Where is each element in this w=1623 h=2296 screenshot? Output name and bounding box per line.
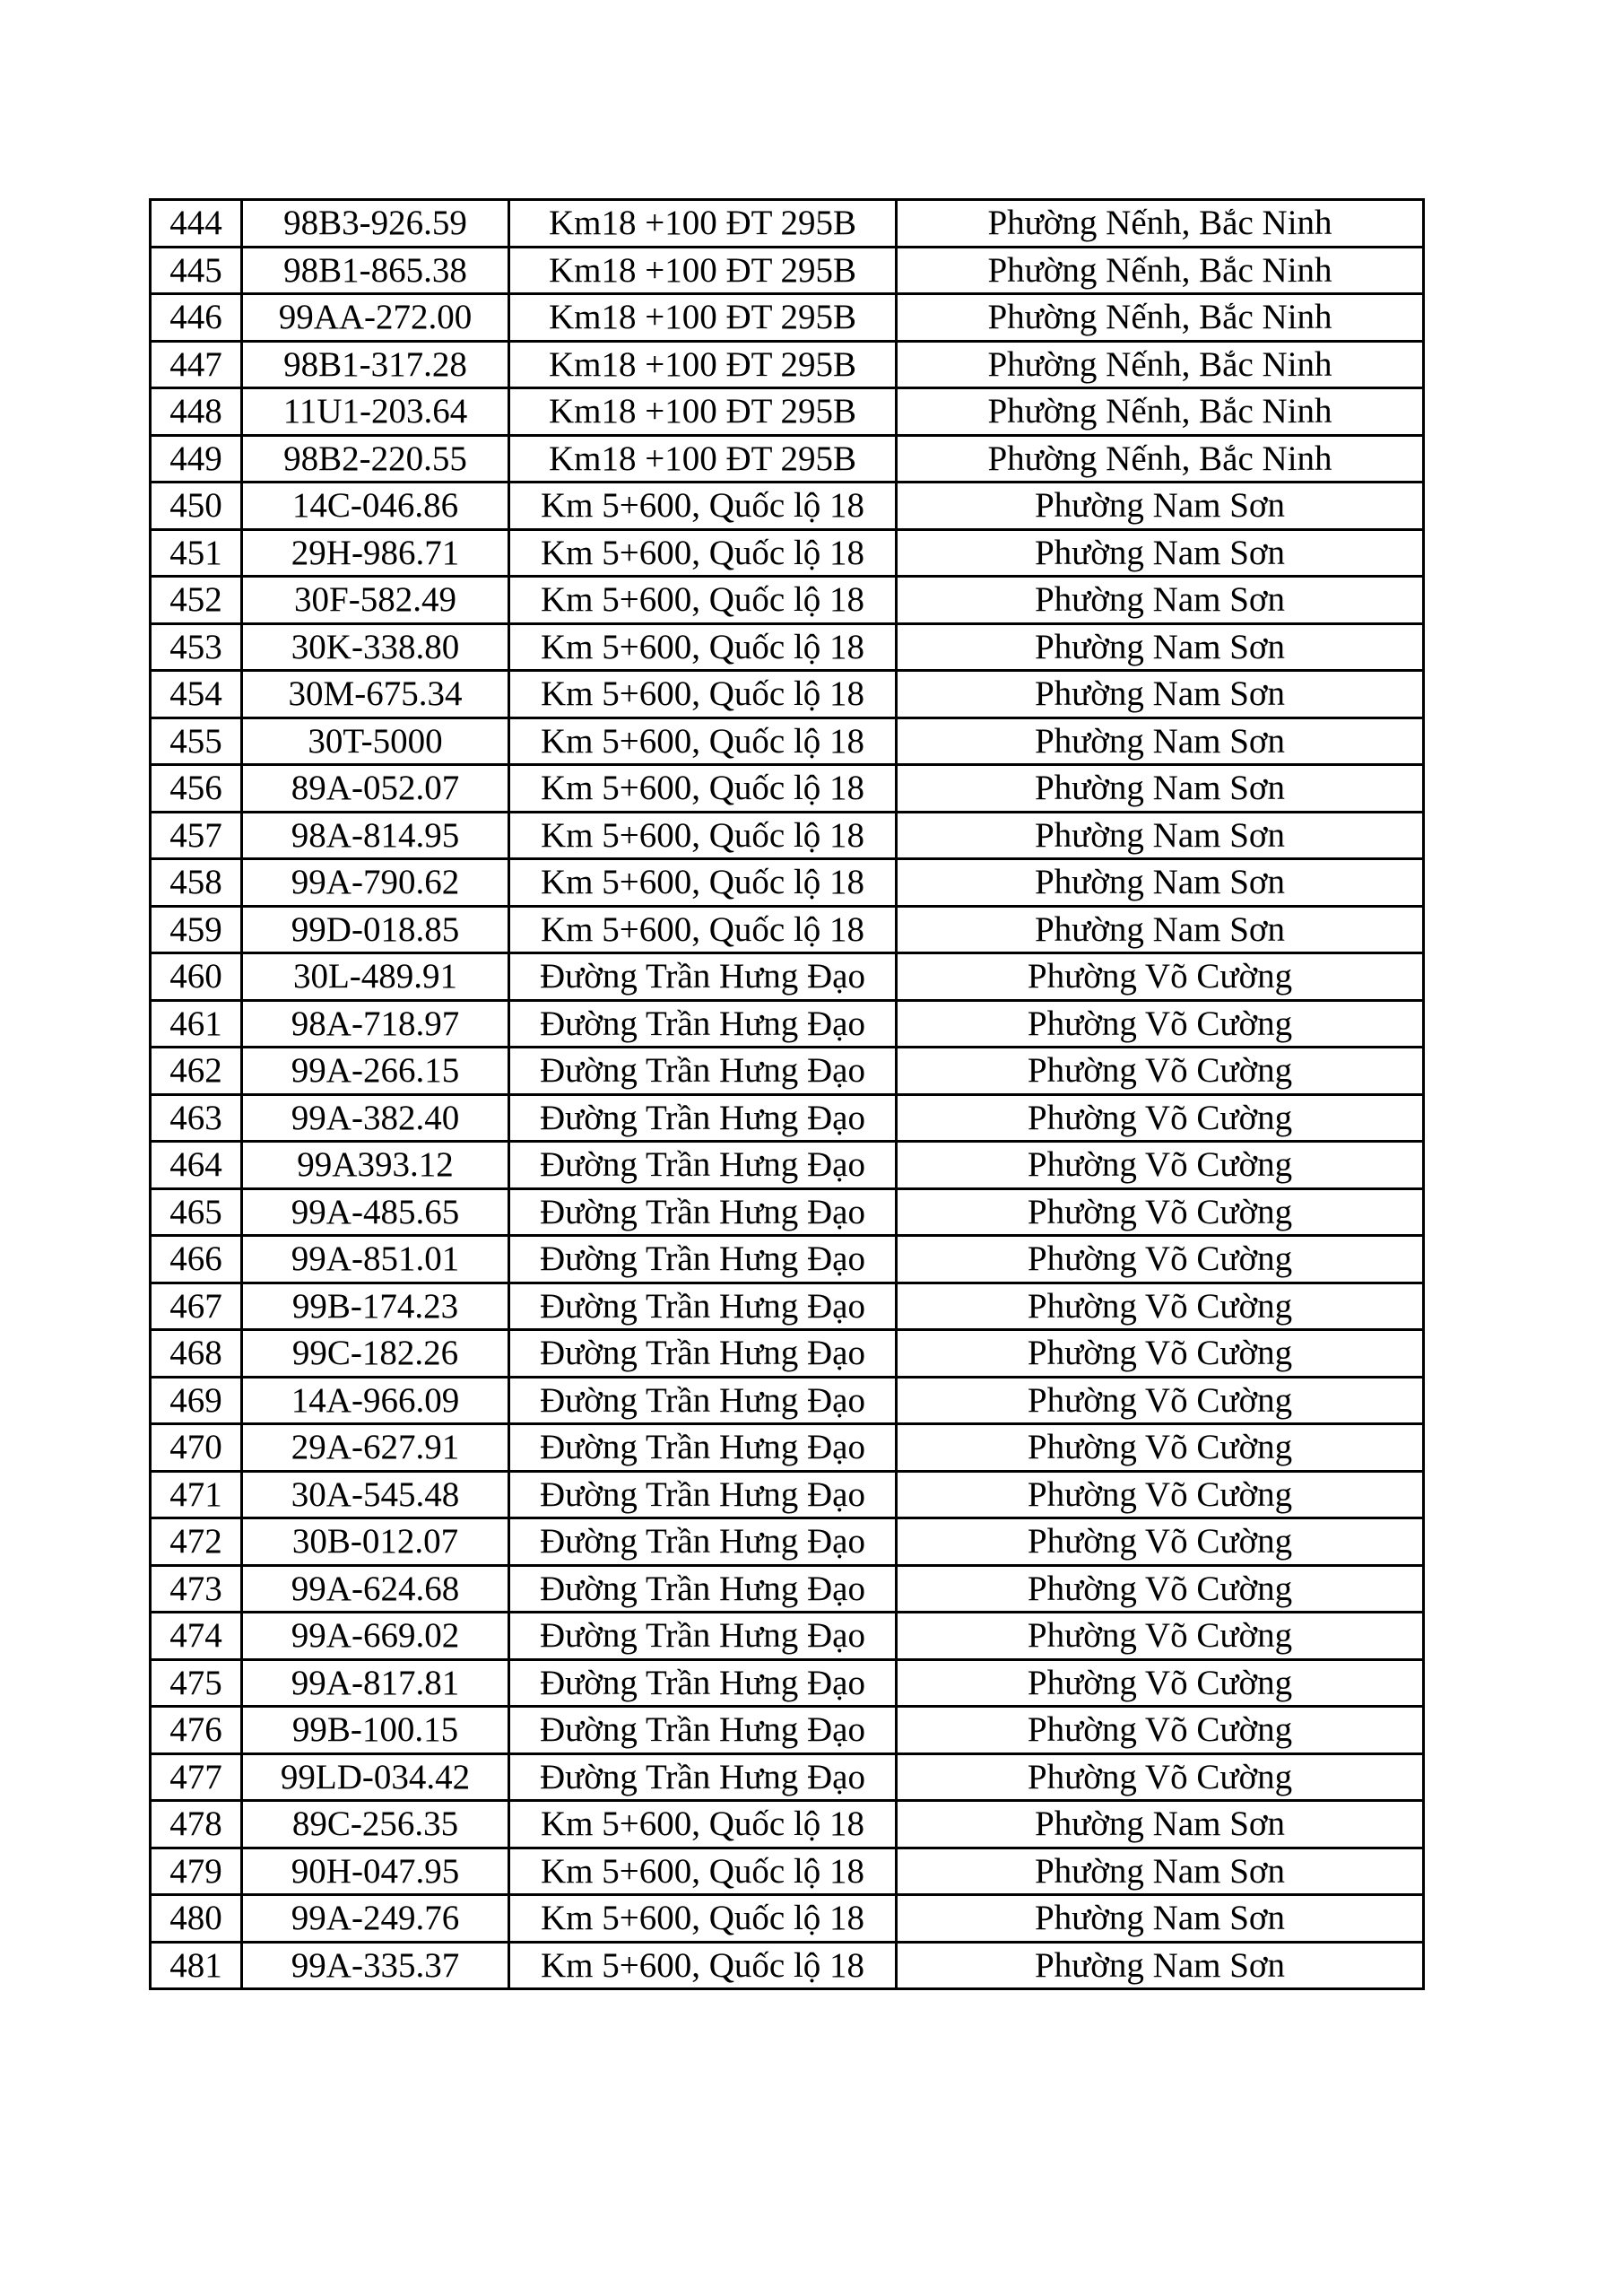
cell-ward: Phường Võ Cường: [897, 1377, 1424, 1424]
cell-stt: 455: [151, 718, 242, 765]
cell-ward: Phường Nếnh, Bắc Ninh: [897, 435, 1424, 483]
cell-road: Km 5+600, Quốc lộ 18: [509, 483, 897, 530]
cell-stt: 450: [151, 483, 242, 530]
table-row: [151, 247, 1424, 294]
cell-stt: 469: [151, 1377, 242, 1424]
cell-stt: 456: [151, 765, 242, 813]
cell-plate: 11U1-203.64: [242, 388, 509, 436]
cell-plate: 99A-624.68: [242, 1565, 509, 1613]
cell-road: Km 5+600, Quốc lộ 18: [509, 859, 897, 907]
cell-plate: 30M-675.34: [242, 671, 509, 718]
cell-plate: 30T-5000: [242, 718, 509, 765]
cell-stt: 463: [151, 1094, 242, 1142]
cell-road: Km18 +100 ĐT 295B: [509, 388, 897, 436]
cell-stt: 453: [151, 623, 242, 671]
cell-road: Km 5+600, Quốc lộ 18: [509, 812, 897, 859]
table-row: [151, 1707, 1424, 1754]
table-row: [151, 341, 1424, 388]
table-row: [151, 529, 1424, 577]
table-row: [151, 1424, 1424, 1472]
cell-stt: 457: [151, 812, 242, 859]
cell-road: Km 5+600, Quốc lộ 18: [509, 1942, 897, 1989]
cell-ward: Phường Nam Sơn: [897, 1801, 1424, 1848]
cell-stt: 481: [151, 1942, 242, 1989]
cell-stt: 445: [151, 247, 242, 294]
cell-road: Km18 +100 ĐT 295B: [509, 294, 897, 342]
cell-plate: 99A-851.01: [242, 1236, 509, 1283]
cell-stt: 474: [151, 1613, 242, 1660]
cell-road: Đường Trần Hưng Đạo: [509, 1000, 897, 1048]
cell-stt: 444: [151, 200, 242, 248]
table-row: [151, 1330, 1424, 1378]
cell-stt: 465: [151, 1188, 242, 1236]
cell-stt: 462: [151, 1048, 242, 1095]
cell-stt: 452: [151, 577, 242, 624]
cell-road: Đường Trần Hưng Đạo: [509, 1142, 897, 1189]
cell-plate: 99D-018.85: [242, 906, 509, 953]
cell-ward: Phường Võ Cường: [897, 953, 1424, 1001]
cell-ward: Phường Nam Sơn: [897, 859, 1424, 907]
cell-ward: Phường Nam Sơn: [897, 529, 1424, 577]
cell-plate: 98A-814.95: [242, 812, 509, 859]
cell-ward: Phường Nam Sơn: [897, 623, 1424, 671]
cell-ward: Phường Nếnh, Bắc Ninh: [897, 388, 1424, 436]
cell-ward: Phường Võ Cường: [897, 1659, 1424, 1707]
table-row: [151, 1848, 1424, 1895]
cell-plate: 30F-582.49: [242, 577, 509, 624]
table-row: [151, 1471, 1424, 1518]
cell-plate: 30B-012.07: [242, 1518, 509, 1566]
cell-plate: 98B1-865.38: [242, 247, 509, 294]
cell-ward: Phường Nam Sơn: [897, 1895, 1424, 1943]
cell-ward: Phường Võ Cường: [897, 1518, 1424, 1566]
cell-ward: Phường Võ Cường: [897, 1613, 1424, 1660]
cell-ward: Phường Võ Cường: [897, 1142, 1424, 1189]
cell-plate: 99A-485.65: [242, 1188, 509, 1236]
cell-road: Km18 +100 ĐT 295B: [509, 341, 897, 388]
cell-stt: 449: [151, 435, 242, 483]
cell-road: Km 5+600, Quốc lộ 18: [509, 1801, 897, 1848]
table-row: [151, 859, 1424, 907]
cell-road: Đường Trần Hưng Đạo: [509, 1094, 897, 1142]
cell-road: Km 5+600, Quốc lộ 18: [509, 765, 897, 813]
cell-road: Km18 +100 ĐT 295B: [509, 247, 897, 294]
cell-plate: 99B-174.23: [242, 1283, 509, 1330]
cell-stt: 447: [151, 341, 242, 388]
cell-plate: 90H-047.95: [242, 1848, 509, 1895]
cell-road: Đường Trần Hưng Đạo: [509, 953, 897, 1001]
cell-stt: 448: [151, 388, 242, 436]
cell-stt: 461: [151, 1000, 242, 1048]
cell-ward: Phường Nam Sơn: [897, 577, 1424, 624]
table-row: [151, 1000, 1424, 1048]
cell-road: Km 5+600, Quốc lộ 18: [509, 671, 897, 718]
cell-road: Km 5+600, Quốc lộ 18: [509, 718, 897, 765]
table-row: [151, 388, 1424, 436]
cell-road: Đường Trần Hưng Đạo: [509, 1518, 897, 1566]
cell-stt: 468: [151, 1330, 242, 1378]
cell-road: Đường Trần Hưng Đạo: [509, 1283, 897, 1330]
cell-ward: Phường Nam Sơn: [897, 765, 1424, 813]
cell-road: Km 5+600, Quốc lộ 18: [509, 623, 897, 671]
cell-road: Km 5+600, Quốc lộ 18: [509, 1848, 897, 1895]
cell-plate: 30L-489.91: [242, 953, 509, 1001]
cell-ward: Phường Võ Cường: [897, 1424, 1424, 1472]
cell-plate: 99A393.12: [242, 1142, 509, 1189]
cell-plate: 29H-986.71: [242, 529, 509, 577]
table-row: [151, 623, 1424, 671]
table-row: [151, 1142, 1424, 1189]
table-row: [151, 200, 1424, 248]
table-row: [151, 1236, 1424, 1283]
table-row: [151, 577, 1424, 624]
cell-ward: Phường Nam Sơn: [897, 1942, 1424, 1989]
table-row: [151, 671, 1424, 718]
table-row: [151, 1753, 1424, 1801]
cell-plate: 99A-266.15: [242, 1048, 509, 1095]
cell-road: Đường Trần Hưng Đạo: [509, 1707, 897, 1754]
cell-stt: 478: [151, 1801, 242, 1848]
table-row: [151, 1801, 1424, 1848]
cell-road: Đường Trần Hưng Đạo: [509, 1236, 897, 1283]
cell-stt: 459: [151, 906, 242, 953]
cell-ward: Phường Võ Cường: [897, 1188, 1424, 1236]
cell-ward: Phường Võ Cường: [897, 1330, 1424, 1378]
cell-ward: Phường Nam Sơn: [897, 671, 1424, 718]
table-row: [151, 435, 1424, 483]
table-row: [151, 812, 1424, 859]
cell-ward: Phường Nếnh, Bắc Ninh: [897, 294, 1424, 342]
table-row: [151, 1659, 1424, 1707]
table-row: [151, 718, 1424, 765]
table-row: [151, 953, 1424, 1001]
cell-road: Đường Trần Hưng Đạo: [509, 1613, 897, 1660]
cell-plate: 99A-382.40: [242, 1094, 509, 1142]
cell-ward: Phường Nam Sơn: [897, 1848, 1424, 1895]
cell-stt: 458: [151, 859, 242, 907]
cell-road: Km 5+600, Quốc lộ 18: [509, 577, 897, 624]
cell-ward: Phường Võ Cường: [897, 1048, 1424, 1095]
cell-ward: Phường Nếnh, Bắc Ninh: [897, 247, 1424, 294]
table-row: [151, 906, 1424, 953]
cell-stt: 471: [151, 1471, 242, 1518]
cell-plate: 14C-046.86: [242, 483, 509, 530]
table-row: [151, 1895, 1424, 1943]
cell-plate: 99C-182.26: [242, 1330, 509, 1378]
cell-ward: Phường Nam Sơn: [897, 812, 1424, 859]
cell-ward: Phường Nam Sơn: [897, 718, 1424, 765]
cell-road: Đường Trần Hưng Đạo: [509, 1048, 897, 1095]
cell-plate: 99B-100.15: [242, 1707, 509, 1754]
table-row: [151, 1188, 1424, 1236]
table-row: [151, 1283, 1424, 1330]
cell-ward: Phường Nam Sơn: [897, 906, 1424, 953]
cell-ward: Phường Võ Cường: [897, 1283, 1424, 1330]
cell-ward: Phường Võ Cường: [897, 1753, 1424, 1801]
cell-plate: 89C-256.35: [242, 1801, 509, 1848]
table-row: [151, 1942, 1424, 1989]
cell-stt: 460: [151, 953, 242, 1001]
cell-plate: 99LD-034.42: [242, 1753, 509, 1801]
cell-road: Km 5+600, Quốc lộ 18: [509, 906, 897, 953]
cell-plate: 99A-790.62: [242, 859, 509, 907]
cell-ward: Phường Nếnh, Bắc Ninh: [897, 341, 1424, 388]
cell-plate: 99AA-272.00: [242, 294, 509, 342]
table-row: [151, 1613, 1424, 1660]
table-row: [151, 1094, 1424, 1142]
cell-road: Đường Trần Hưng Đạo: [509, 1330, 897, 1378]
cell-road: Đường Trần Hưng Đạo: [509, 1565, 897, 1613]
cell-road: Km18 +100 ĐT 295B: [509, 435, 897, 483]
cell-road: Đường Trần Hưng Đạo: [509, 1753, 897, 1801]
cell-road: Đường Trần Hưng Đạo: [509, 1659, 897, 1707]
cell-ward: Phường Võ Cường: [897, 1565, 1424, 1613]
cell-plate: 30K-338.80: [242, 623, 509, 671]
cell-plate: 99A-249.76: [242, 1895, 509, 1943]
cell-ward: Phường Võ Cường: [897, 1707, 1424, 1754]
cell-road: Đường Trần Hưng Đạo: [509, 1471, 897, 1518]
cell-stt: 472: [151, 1518, 242, 1566]
cell-plate: 99A-335.37: [242, 1942, 509, 1989]
cell-stt: 480: [151, 1895, 242, 1943]
cell-ward: Phường Võ Cường: [897, 1094, 1424, 1142]
table-row: [151, 1377, 1424, 1424]
cell-stt: 451: [151, 529, 242, 577]
cell-stt: 479: [151, 1848, 242, 1895]
violation-table: [149, 198, 1425, 1990]
table-row: [151, 1518, 1424, 1566]
cell-ward: Phường Võ Cường: [897, 1471, 1424, 1518]
cell-plate: 98B3-926.59: [242, 200, 509, 248]
cell-stt: 470: [151, 1424, 242, 1472]
cell-plate: 29A-627.91: [242, 1424, 509, 1472]
cell-stt: 446: [151, 294, 242, 342]
cell-plate: 98A-718.97: [242, 1000, 509, 1048]
cell-stt: 473: [151, 1565, 242, 1613]
cell-stt: 475: [151, 1659, 242, 1707]
cell-road: Đường Trần Hưng Đạo: [509, 1424, 897, 1472]
cell-plate: 89A-052.07: [242, 765, 509, 813]
cell-road: Đường Trần Hưng Đạo: [509, 1188, 897, 1236]
cell-stt: 464: [151, 1142, 242, 1189]
cell-stt: 477: [151, 1753, 242, 1801]
cell-road: Km 5+600, Quốc lộ 18: [509, 1895, 897, 1943]
cell-road: Km18 +100 ĐT 295B: [509, 200, 897, 248]
cell-ward: Phường Võ Cường: [897, 1236, 1424, 1283]
table-body: [151, 200, 1424, 1989]
table-row: [151, 483, 1424, 530]
cell-road: Đường Trần Hưng Đạo: [509, 1377, 897, 1424]
cell-plate: 30A-545.48: [242, 1471, 509, 1518]
cell-ward: Phường Nếnh, Bắc Ninh: [897, 200, 1424, 248]
cell-road: Km 5+600, Quốc lộ 18: [509, 529, 897, 577]
cell-ward: Phường Nam Sơn: [897, 483, 1424, 530]
cell-plate: 98B2-220.55: [242, 435, 509, 483]
cell-stt: 466: [151, 1236, 242, 1283]
cell-plate: 98B1-317.28: [242, 341, 509, 388]
table-row: [151, 1048, 1424, 1095]
cell-stt: 454: [151, 671, 242, 718]
cell-ward: Phường Võ Cường: [897, 1000, 1424, 1048]
cell-stt: 467: [151, 1283, 242, 1330]
table-row: [151, 765, 1424, 813]
cell-plate: 14A-966.09: [242, 1377, 509, 1424]
cell-plate: 99A-669.02: [242, 1613, 509, 1660]
table-row: [151, 1565, 1424, 1613]
table-row: [151, 294, 1424, 342]
cell-stt: 476: [151, 1707, 242, 1754]
cell-plate: 99A-817.81: [242, 1659, 509, 1707]
